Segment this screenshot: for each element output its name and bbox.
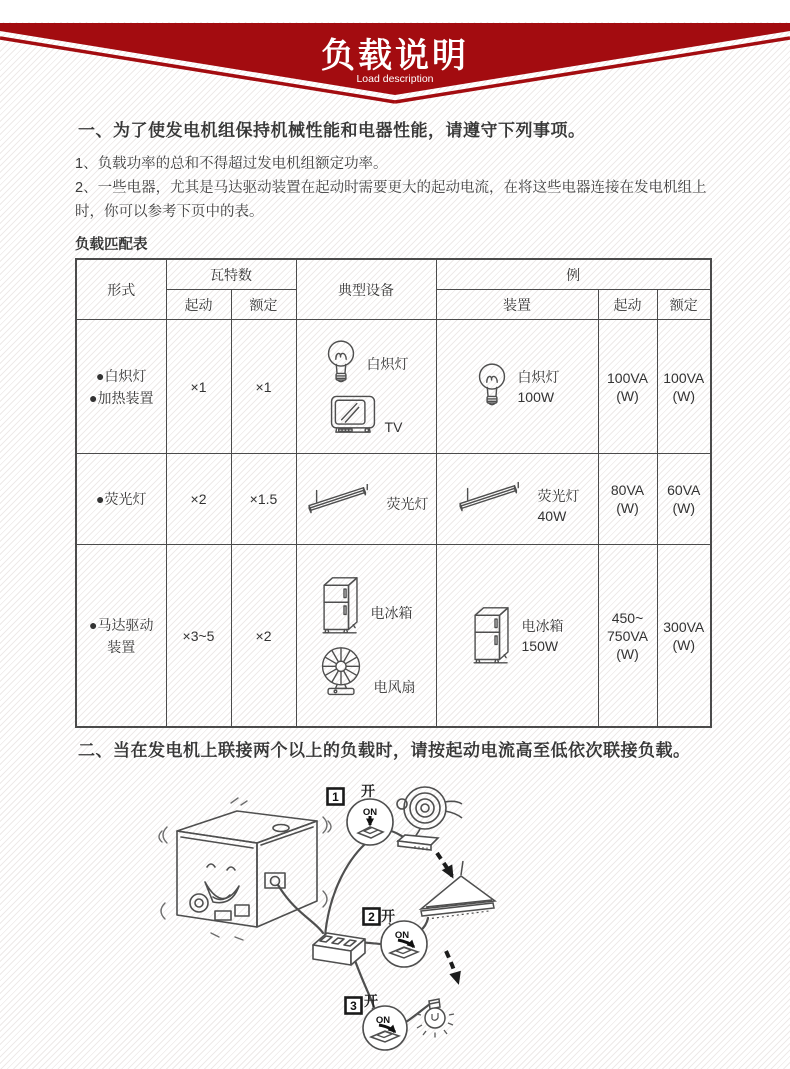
header-typical: 典型设备 [296, 259, 436, 320]
incandescent-bulb-icon [324, 339, 358, 389]
cell-typical-equipment: 电冰箱 电风扇 [296, 545, 436, 728]
fluorescent-tube-icon [455, 482, 529, 512]
step-2-on-label: ON [394, 930, 410, 941]
generator-face-right-eye [227, 867, 235, 870]
cell-form: ●荧光灯 [76, 454, 166, 545]
cell-typical-equipment: 白炽灯 TV [296, 320, 436, 454]
step-3-number: 3 [350, 999, 357, 1013]
fluorescent-tube-icon [304, 484, 378, 514]
switch-1 [328, 783, 394, 845]
note-1: 1、负载功率的总和不得超过发电机组额定功率。 [75, 156, 388, 172]
banner-title: 负载说明 [321, 37, 469, 75]
top-white-strip [0, 0, 790, 22]
header-example: 例 [436, 259, 711, 290]
table-row [76, 545, 711, 728]
section1-heading: 一、为了使发电机组保持机械性能和电器性能，请遵守下列事项。 [78, 121, 586, 140]
arrow-step1-to-step2 [437, 853, 452, 876]
table-row [76, 320, 711, 454]
step-3-on-label-cn: 开 [364, 993, 378, 1009]
step-1-number: 1 [332, 790, 339, 804]
banner [0, 20, 790, 108]
header-rated: 额定 [231, 290, 296, 320]
section1-notes [75, 152, 723, 224]
cell-example-start: 100VA (W) [598, 320, 657, 454]
cell-example-rated: 60VA (W) [657, 454, 711, 545]
refrigerator-icon [471, 605, 513, 667]
cell-example-rated: 300VA (W) [657, 545, 711, 728]
step-3-on-label: ON [375, 1015, 391, 1026]
header-start: 起动 [166, 290, 231, 320]
cell-start-multiplier: ×2 [166, 454, 231, 545]
header-form: 形式 [76, 259, 166, 320]
cell-example-device: 荧光灯 40W [436, 454, 598, 545]
switch-3 [346, 993, 408, 1050]
cell-form: ●白炽灯 ●加热装置 [76, 320, 166, 454]
cell-start-multiplier: ×1 [166, 320, 231, 454]
spotlight-icon [397, 787, 462, 851]
step-1-on-label: ON [362, 807, 378, 818]
header-device: 装置 [436, 290, 598, 320]
light-bulb-icon [416, 999, 454, 1038]
banner-subtitle: Load description [356, 73, 434, 85]
arrow-step2-to-step3 [446, 951, 458, 982]
table-caption: 负载匹配表 [75, 237, 148, 253]
cell-rated-multiplier: ×2 [231, 545, 296, 728]
generator-illustration [159, 798, 331, 940]
generator-face-left-eye [207, 864, 215, 867]
load-matching-table [75, 258, 712, 728]
header-ex-rated: 额定 [657, 290, 711, 320]
fan-icon [317, 643, 365, 697]
note-2: 2、一些电器，尤其是马达驱动装置在起动时需要更大的起动电流，在将这些电器连接在发电机组上时，你可以参考下页中的表。 [75, 180, 707, 220]
tv-icon [330, 395, 376, 435]
cell-rated-multiplier: ×1 [231, 320, 296, 454]
cell-start-multiplier: ×3~5 [166, 545, 231, 728]
cell-example-start: 450~ 750VA (W) [598, 545, 657, 728]
table-row [76, 454, 711, 545]
fluorescent-fixture-icon [421, 861, 495, 919]
cell-example-device: 白炽灯 100W [436, 320, 598, 454]
cell-rated-multiplier: ×1.5 [231, 454, 296, 545]
step-2-on-label-cn: 开 [381, 908, 395, 924]
incandescent-bulb-icon [475, 362, 509, 412]
table-header-row-1 [76, 259, 711, 290]
header-ex-start: 起动 [598, 290, 657, 320]
section2-heading: 二、当在发电机上联接两个以上的负载时，请按起动电流高至低依次联接负载。 [78, 741, 691, 760]
cell-form: ●马达驱动 装置 [76, 545, 166, 728]
cell-example-start: 80VA (W) [598, 454, 657, 545]
cell-typical-equipment: 荧光灯 [296, 454, 436, 545]
header-wattage: 瓦特数 [166, 259, 296, 290]
refrigerator-icon [320, 575, 362, 637]
switch-2 [364, 908, 428, 967]
switch-2-circle [381, 921, 427, 967]
step-2-number: 2 [368, 910, 375, 924]
power-strip-icon [313, 933, 365, 965]
cell-example-device: 电冰箱 150W [436, 545, 598, 728]
connection-order-illustration [115, 775, 595, 1065]
cell-example-rated: 100VA (W) [657, 320, 711, 454]
step-1-on-label-cn: 开 [361, 783, 375, 799]
